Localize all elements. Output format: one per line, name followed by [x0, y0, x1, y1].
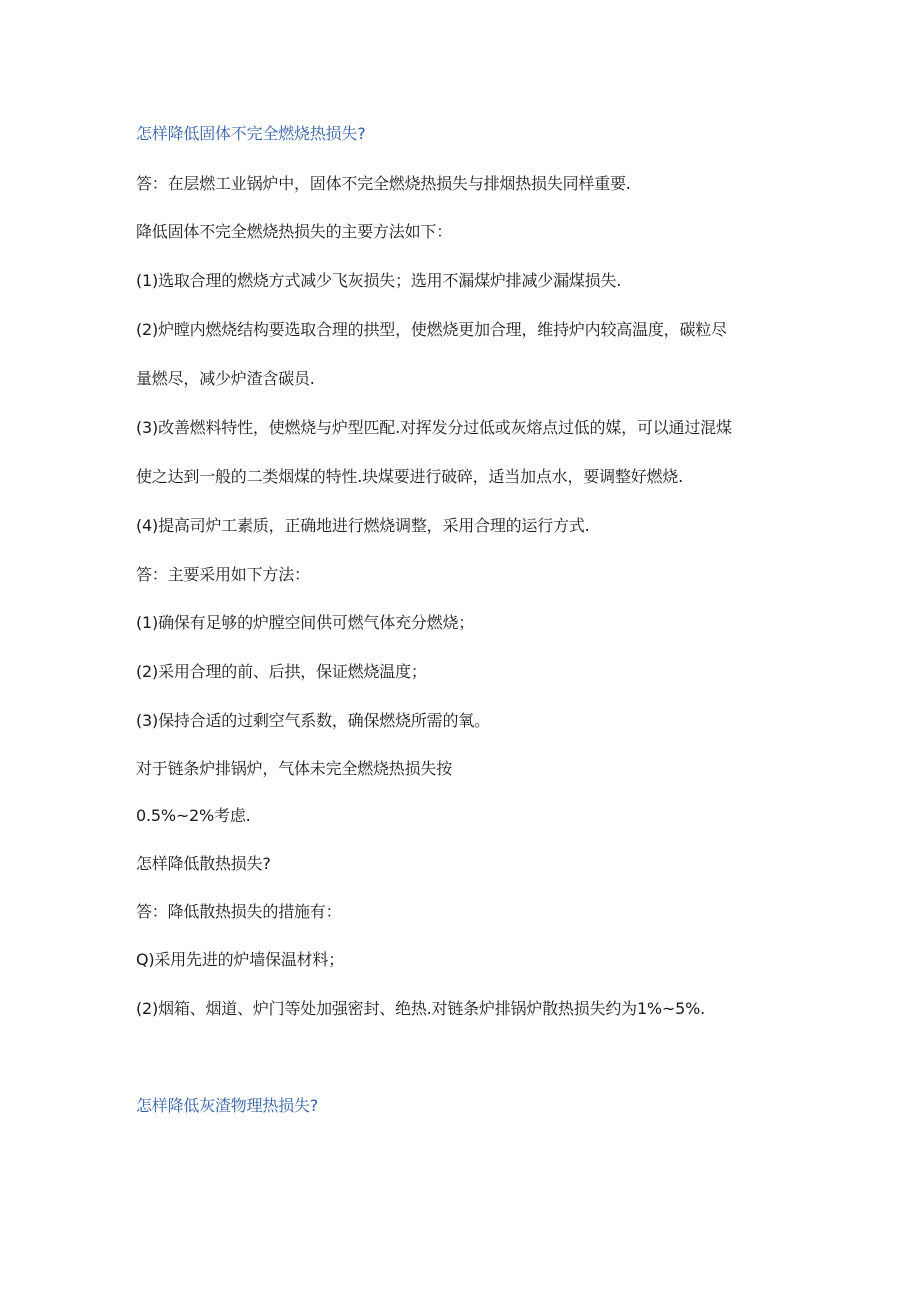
- section-heading-solid-loss: 怎样降低固体不完全燃烧热损失?: [136, 124, 366, 143]
- paragraph-line: 降低固体不完全燃烧热损失的主要方法如下：: [136, 222, 453, 241]
- paragraph-line: 答：主要采用如下方法：: [136, 565, 310, 584]
- paragraph-line: 怎样降低散热损失?: [136, 854, 271, 873]
- paragraph-line: 0.5%~2%考虑.: [136, 806, 251, 825]
- paragraph-line: (1)确保有足够的炉膛空间供可燃气体充分燃烧；: [136, 613, 475, 632]
- paragraph-line: (3)改善燃料特性，使燃烧与炉型匹配.对挥发分过低或灰熔点过低的媒，可以通过混煤: [136, 418, 732, 437]
- paragraph-line: (1)选取合理的燃烧方式减少飞灰损失；选用不漏煤炉排减少漏煤损失.: [136, 271, 622, 290]
- paragraph-line: 对于链条炉排锅炉，气体未完全燃烧热损失按: [136, 759, 453, 778]
- paragraph-line: 量燃尽，减少炉渣含碳员.: [136, 369, 315, 388]
- paragraph-line: Q)采用先进的炉墙保温材料；: [136, 950, 345, 969]
- paragraph-line: (2)炉瞠内燃烧结构要选取合理的拱型，使燃烧更加合理，维持炉内较高温度，碳粒尽: [136, 320, 727, 339]
- paragraph-line: (2)烟箱、烟道、炉门等处加强密封、绝热.对链条炉排锅炉散热损失约为1%~5%.: [136, 999, 706, 1018]
- paragraph-line: (2)采用合理的前、后拱，保证燃烧温度；: [136, 662, 427, 681]
- paragraph-line: 使之达到一般的二类烟煤的特性.块煤要进行破碎，适当加点水，要调整好燃烧.: [136, 467, 683, 486]
- paragraph-line: 答：在层燃工业锅炉中，固体不完全燃烧热损失与排烟热损失同样重要.: [136, 174, 631, 193]
- paragraph-line: (4)提高司炉工素质，正确地进行燃烧调整，采用合理的运行方式.: [136, 516, 590, 535]
- paragraph-line: (3)保持合适的过剩空气系数，确保燃烧所需的氧。: [136, 711, 490, 730]
- paragraph-line: 答：降低散热损失的措施有：: [136, 902, 342, 921]
- section-heading-ash-loss: 怎样降低灰渣物理热损失?: [136, 1096, 319, 1115]
